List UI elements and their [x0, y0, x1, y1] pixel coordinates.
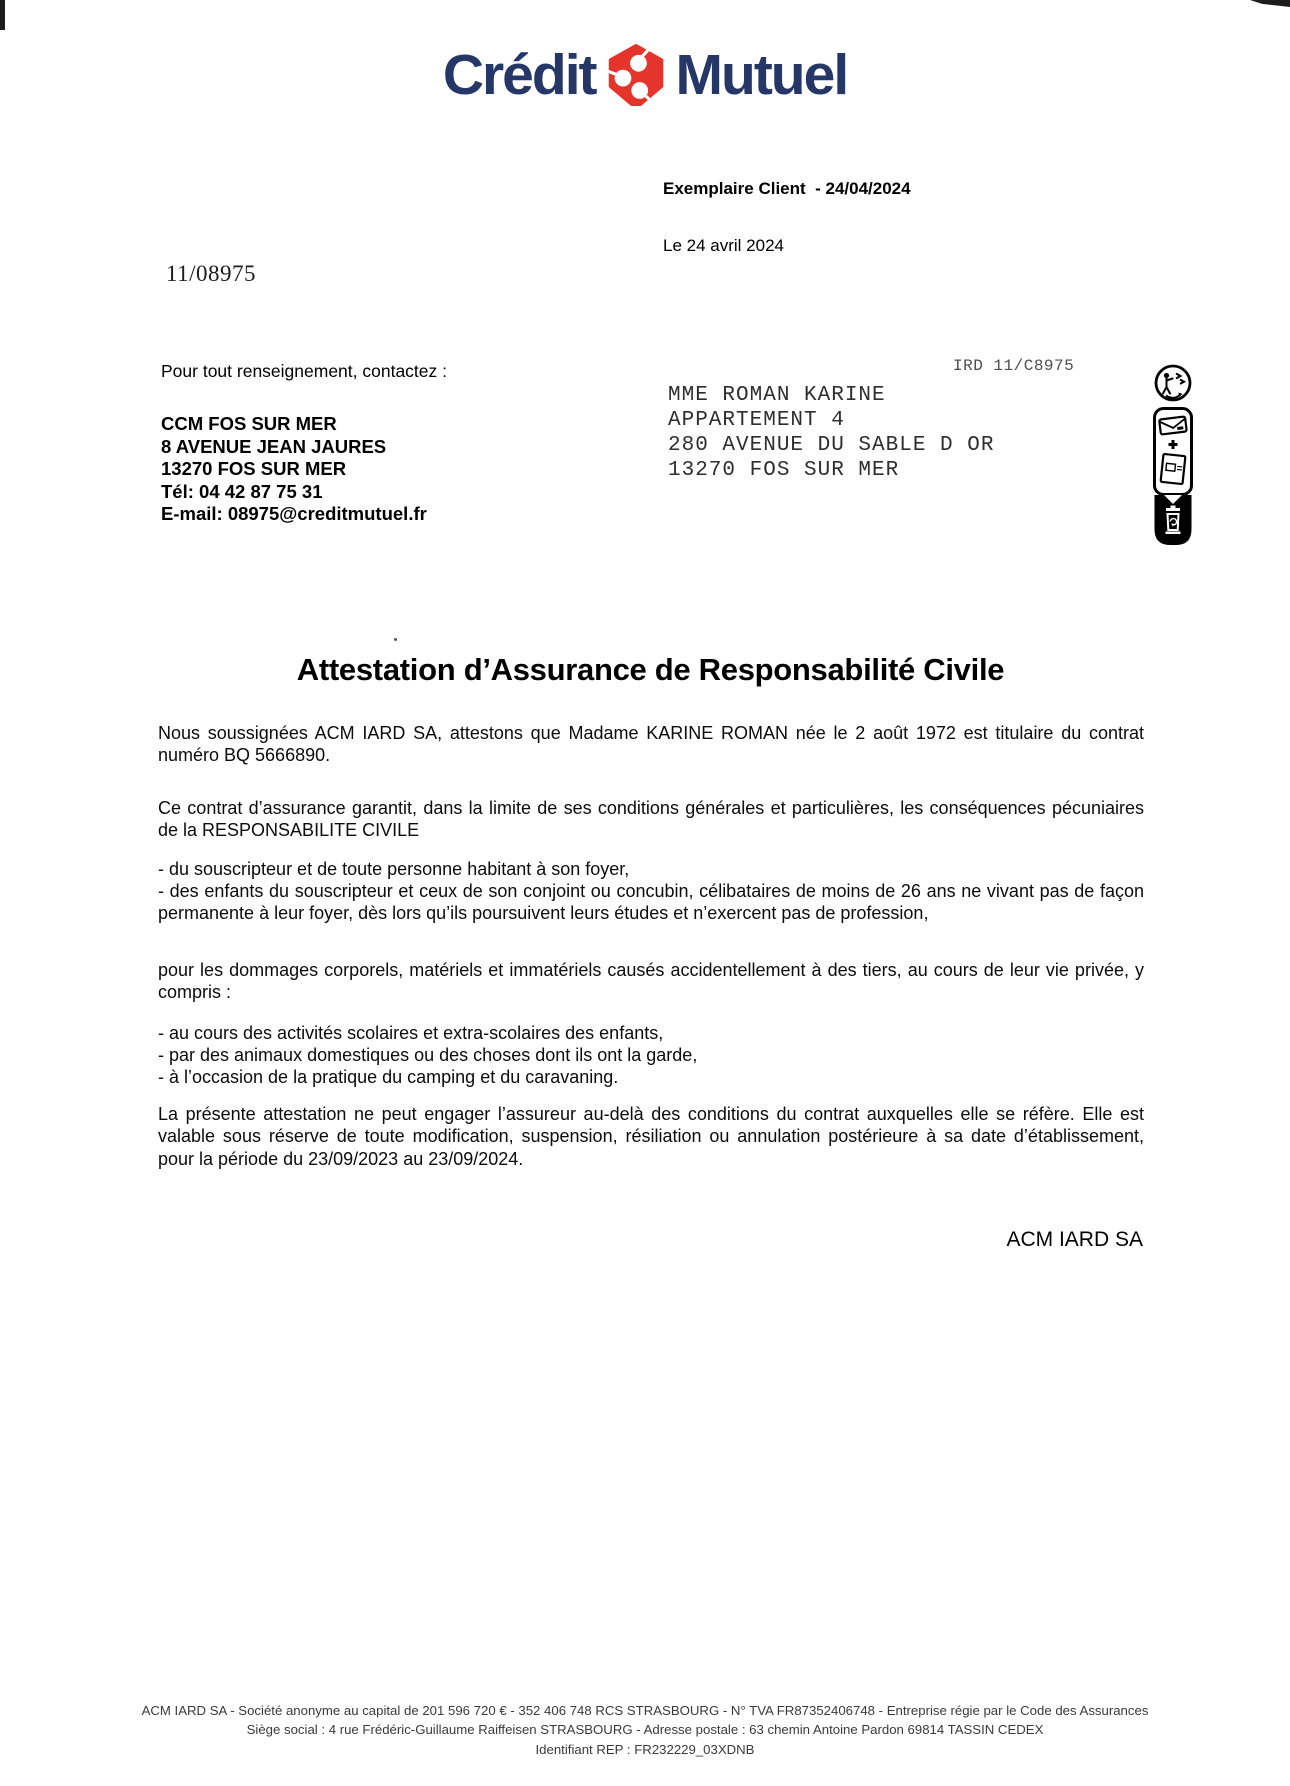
ird-reference: IRD 11/C8975	[953, 357, 1075, 375]
paper-sorting-icon	[1153, 407, 1193, 547]
recipient-address	[668, 383, 994, 483]
stray-dot-artifact	[394, 638, 397, 641]
agency-code: 11/08975	[166, 261, 257, 286]
attestation-body	[158, 722, 1144, 1170]
brand-logo	[0, 44, 1290, 106]
recycling-label	[1152, 363, 1194, 547]
credit-mutuel-logo-icon	[605, 44, 667, 106]
attestation-title: Attestation d’Assurance de Responsabilité Civile	[296, 652, 1005, 687]
recipient-apartment: APPARTEMENT 4	[668, 409, 845, 432]
covered-situations-list	[158, 1022, 1144, 1089]
signature: ACM IARD SA	[1006, 1228, 1143, 1251]
scan-artifact-top-left	[0, 0, 5, 30]
letter-date: Le 24 avril 2024	[663, 236, 784, 255]
triman-icon	[1153, 363, 1193, 403]
footer-line-rep: Identifiant REP : FR232229_03XDNB	[535, 1741, 755, 1757]
list-item: - par des animaux domestiques ou des choses dont ils ont la garde,	[158, 1045, 698, 1066]
covered-persons-list	[158, 858, 1144, 925]
agency-contact-block	[161, 413, 427, 526]
agency-street: 8 AVENUE JEAN JAURES	[161, 435, 387, 457]
brand-name-left: Crédit	[442, 42, 596, 107]
legal-footer	[0, 1701, 1290, 1759]
agency-city: 13270 FOS SUR MER	[161, 458, 347, 479]
contact-intro: Pour tout renseignement, contactez :	[161, 361, 447, 381]
paragraph-validity: La présente attestation ne peut engager l’assureur au-delà des conditions du contrat auxquelles elle se réfère. Elle est valable sous réserve de toute modification, suspension, résiliation ou annulation postérieure à sa date d’établissement, pour la période du 23/09/2023 au 23/09/2024.	[158, 1103, 1144, 1169]
paragraph-holder-statement: Nous soussignées ACM IARD SA, attestons que Madame KARINE ROMAN née le 2 août 1972 est titulaire du contrat numéro BQ 5666890.	[158, 723, 1144, 766]
recipient-city: 13270 FOS SUR MER	[668, 459, 900, 482]
agency-phone: Tél: 04 42 87 75 31	[161, 480, 323, 502]
agency-name: CCM FOS SUR MER	[161, 413, 337, 434]
list-item: - des enfants du souscripteur et ceux de son conjoint ou concubin, célibataires de moins de 26 ans ne vivant pas de façon permanente à leur foyer, dès lors qu’ils poursuivent leurs études et n’exercent pas de profession,	[158, 881, 1144, 924]
paragraph-guarantee: Ce contrat d’assurance garantit, dans la limite de ses conditions générales et particulières, les conséquences pécuniaires de la RESPONSABILITE CIVILE	[158, 797, 1144, 841]
list-item: - au cours des activités scolaires et extra-scolaires des enfants,	[158, 1022, 664, 1043]
agency-email: E-mail: 08975@creditmutuel.fr	[161, 503, 427, 524]
paragraph-damages: pour les dommages corporels, matériels et immatériels causés accidentellement à des tiers, au cours de leur vie privée, y compris :	[158, 959, 1144, 1003]
footer-line-company: ACM IARD SA - Société anonyme au capital de 201 596 720 € - 352 406 748 RCS STRASBOURG - N° TVA FR87352406748 - Entreprise régie par le Code des Assurances	[141, 1703, 1149, 1718]
footer-line-address: Siège social : 4 rue Frédéric-Guillaume Raiffeisen STRASBOURG - Adresse postale : 63 chemin Antoine Pardon 69814 TASSIN CEDEX	[246, 1722, 1044, 1738]
list-item: - du souscripteur et de toute personne habitant à son foyer,	[158, 858, 630, 879]
brand-name-right: Mutuel	[675, 42, 848, 107]
copy-label: Exemplaire Client - 24/04/2024	[663, 179, 911, 198]
scan-artifact-top-right	[1250, 0, 1290, 7]
recipient-name: MME ROMAN KARINE	[668, 384, 886, 407]
list-item: - à l’occasion de la pratique du camping et du caravaning.	[158, 1067, 619, 1088]
recipient-street: 280 AVENUE DU SABLE D OR	[668, 434, 995, 457]
